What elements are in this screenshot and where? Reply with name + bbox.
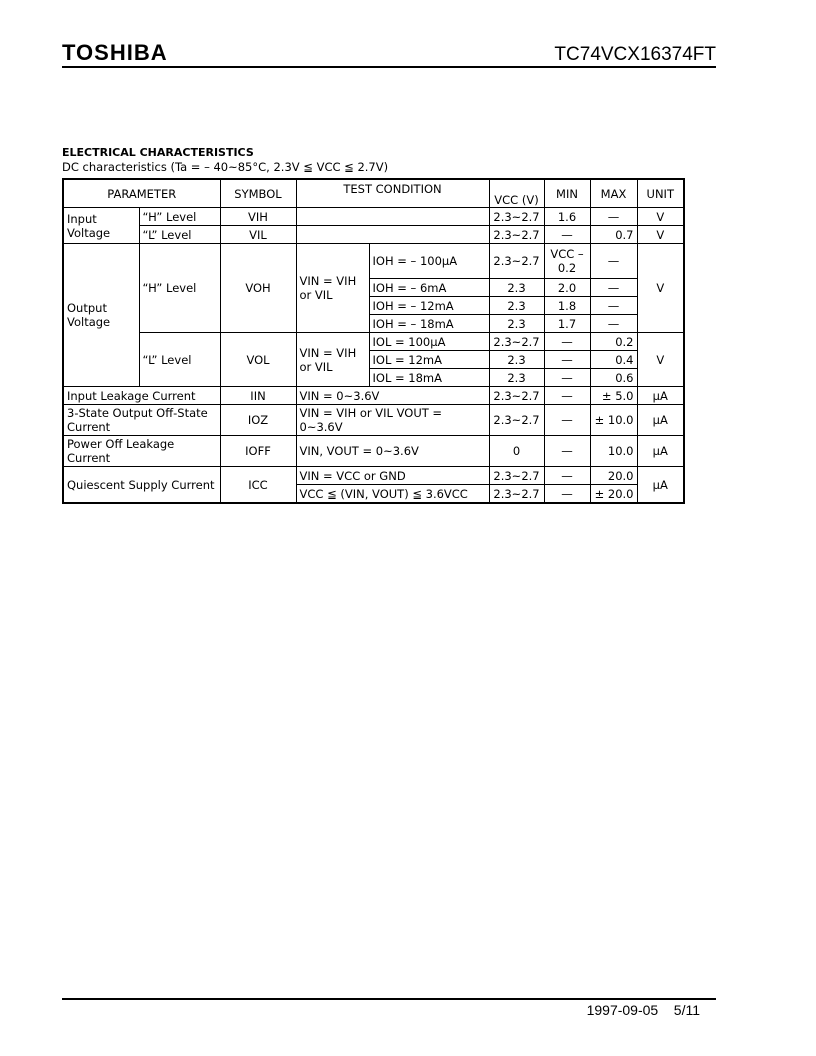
- header-symbol: SYMBOL: [220, 179, 296, 208]
- symbol-voh: VOH: [220, 244, 296, 333]
- header-parameter: PARAMETER: [63, 179, 220, 208]
- header-divider: [62, 66, 716, 68]
- table-row: 3-State Output Off-State Current IOZ VIN = VIH or VIL VOUT = 0~3.6V 2.3~2.7 — ± 10.0 μA: [63, 405, 684, 436]
- table-row: IOH = – 18mA 2.3 1.7 —: [63, 315, 684, 333]
- symbol-vol: VOL: [220, 333, 296, 387]
- header-max: MAX: [590, 179, 637, 208]
- symbol-vil: VIL: [220, 226, 296, 244]
- table-row: Power Off Leakage Current IOFF VIN, VOUT = 0~3.6V 0 — 10.0 μA: [63, 436, 684, 467]
- param-input-leakage: Input Leakage Current: [63, 387, 220, 405]
- param-power-off: Power Off Leakage Current: [63, 436, 220, 467]
- table-row: IOL = 18mA 2.3 — 0.6: [63, 369, 684, 387]
- header-vcc: VCC (V): [489, 179, 544, 208]
- table-row: “L” Level VOL VIN = VIH or VIL IOL = 100μA 2.3~2.7 — 0.2 V: [63, 333, 684, 351]
- table-row: “L” Level VIL 2.3~2.7 — 0.7 V: [63, 226, 684, 244]
- symbol-vih: VIH: [220, 208, 296, 226]
- level-l: “L” Level: [139, 333, 220, 387]
- dc-characteristics-table: [62, 178, 685, 504]
- table-header-row: [63, 179, 684, 197]
- table-row: IOH = – 12mA 2.3 1.8 —: [63, 297, 684, 315]
- footer-divider: [62, 998, 716, 1000]
- table-row: Input Leakage Current IIN VIN = 0~3.6V 2.3~2.7 — ± 5.0 μA: [63, 387, 684, 405]
- condition-vol: VIN = VIH or VIL: [296, 333, 369, 387]
- part-number: TC74VCX16374FT: [554, 44, 716, 65]
- table-row: Output Voltage “H” Level VOH VIN = VIH or VIL IOH = – 100μA 2.3~2.7 VCC – 0.2 — V: [63, 244, 684, 279]
- table-row: Input Voltage “H” Level VIH 2.3~2.7 1.6 — V: [63, 208, 684, 226]
- table-row: IOL = 12mA 2.3 — 0.4: [63, 351, 684, 369]
- footer: [587, 1002, 700, 1018]
- param-output-voltage: Output Voltage: [63, 244, 139, 387]
- brand-logo: TOSHIBA: [62, 40, 168, 65]
- footer-page: 5/11: [673, 1002, 700, 1018]
- param-quiescent: Quiescent Supply Current: [63, 467, 220, 504]
- section-title: ELECTRICAL CHARACTERISTICS: [62, 146, 254, 159]
- table-row: Quiescent Supply Current ICC VIN = VCC or GND 2.3~2.7 — 20.0 μA: [63, 467, 684, 485]
- header-min: MIN: [544, 179, 590, 208]
- condition-voh: VIN = VIH or VIL: [296, 244, 369, 333]
- table-row: IOH = – 6mA 2.3 2.0 —: [63, 279, 684, 297]
- section-subtitle: DC characteristics (Ta = – 40~85°C, 2.3V ≦ VCC ≦ 2.7V): [62, 160, 389, 174]
- param-three-state: 3-State Output Off-State Current: [63, 405, 220, 436]
- param-input-voltage: Input Voltage: [63, 208, 139, 244]
- level-h: “H” Level: [139, 244, 220, 333]
- level-h: “H” Level: [139, 208, 220, 226]
- table-row: VCC ≦ (VIN, VOUT) ≦ 3.6VCC 2.3~2.7 — ± 20.0: [63, 485, 684, 504]
- header-test-condition: TEST CONDITION: [296, 179, 489, 197]
- level-l: “L” Level: [139, 226, 220, 244]
- footer-date: 1997-09-05: [586, 1002, 659, 1018]
- header-unit: UNIT: [637, 179, 684, 208]
